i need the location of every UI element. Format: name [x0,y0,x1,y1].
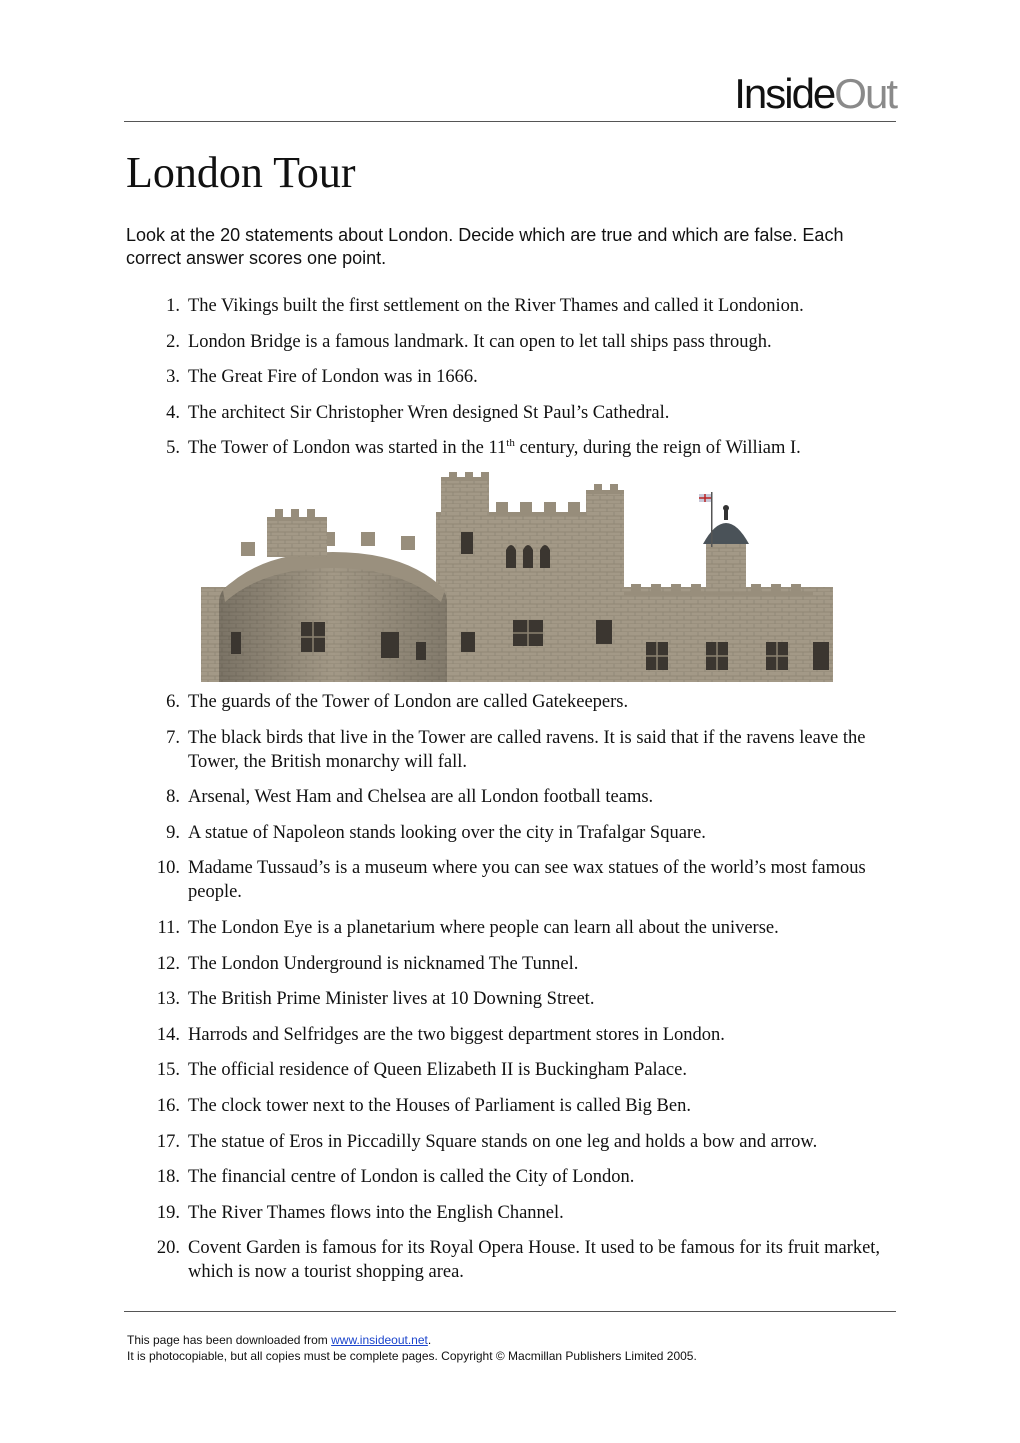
statement-item [150,726,900,774]
statement-number: 10. [156,858,180,879]
statement-text: The black birds that live in the Tower are called ravens. It is said that if the ravens leave the Tower, the British monarchy will fall. [188,727,866,772]
statement-item [150,987,900,1011]
statement-item [150,1094,900,1118]
statement-text: The guards of the Tower of London are called Gatekeepers. [188,692,629,712]
statement-number: 20. [156,1238,180,1259]
statement-number: 6. [166,692,180,712]
statement-number: 11. [157,917,180,938]
statement-number: 3. [166,367,180,387]
statement-text-part: century, during the reign of William I. [514,438,801,458]
statement-text [188,438,801,458]
statement-text: Covent Garden is famous for its Royal Opera House. It used to be famous for its fruit market, which is now a tourist shopping area. [188,1238,881,1283]
statement-text: The River Thames flows into the English Channel. [188,1202,564,1223]
statement-number: 18. [156,1167,180,1188]
statement-text: The Vikings built the first settlement on the River Thames and called it Londonion. [188,296,804,316]
statement-number: 14. [156,1024,180,1045]
brand-logo [734,68,896,120]
brand-inside: Inside [734,70,835,117]
statement-number: 19. [156,1202,180,1223]
statement-item [150,821,900,845]
statement-item [150,690,900,714]
page-title: London Tour [126,148,356,197]
insideout-link[interactable]: www.insideout.net [331,1333,428,1347]
brand-out: Out [834,70,896,117]
statement-number: 9. [166,822,180,843]
footer-line-1 [127,1332,697,1348]
statement-item [150,330,900,354]
footer [127,1332,697,1364]
statement-number: 17. [156,1131,180,1152]
statement-number: 5. [166,438,180,458]
tower-of-london-photo [201,472,833,682]
statement-text-part: The Tower of London was started in the 11 [188,438,507,458]
statement-item [150,1023,900,1047]
statement-item [150,365,900,389]
statement-number: 15. [156,1060,180,1081]
statement-text: The financial centre of London is called the City of London. [188,1167,635,1188]
statement-item [150,436,900,460]
statement-number: 12. [156,953,180,974]
statement-item [150,1236,900,1284]
statement-number: 4. [166,402,180,423]
statement-item [150,1058,900,1082]
statement-number: 8. [166,787,180,808]
footer-prefix: This page has been downloaded from [127,1333,332,1347]
statement-text: The official residence of Queen Elizabeth II is Buckingham Palace. [188,1060,687,1081]
statement-text: A statue of Napoleon stands looking over the city in Trafalgar Square. [188,822,706,843]
footer-divider [124,1311,896,1312]
statement-text: The London Underground is nicknamed The Tunnel. [188,953,579,974]
footer-suffix: . [427,1333,432,1347]
statement-item [150,401,900,425]
footer-copyright: It is photocopiable, but all copies must be complete pages. Copyright © Macmillan Publishers Limited 2005. [127,1349,697,1363]
statement-number: 2. [166,331,180,352]
statement-number: 7. [166,727,180,748]
statement-item [150,952,900,976]
statement-text: The statue of Eros in Piccadilly Square stands on one leg and holds a bow and arrow. [188,1131,818,1152]
statement-text: Madame Tussaud’s is a museum where you can see wax statues of the world’s most famous people. [188,858,866,903]
statement-item [150,856,900,904]
statement-text: The clock tower next to the Houses of Parliament is called Big Ben. [188,1095,691,1116]
statement-text: Arsenal, West Ham and Chelsea are all London football teams. [188,787,654,808]
ordinal-suffix: th [506,436,515,449]
statement-text: London Bridge is a famous landmark. It can open to let tall ships pass through. [188,331,772,352]
statement-number: 16. [156,1095,180,1116]
instructions: Look at the 20 statements about London. Decide which are true and which are false. Each correct answer scores one point. [126,225,844,268]
statement-text: The architect Sir Christopher Wren designed St Paul’s Cathedral. [188,402,670,423]
statement-item [150,1201,900,1225]
statement-list-part-2 [150,690,900,1296]
statement-number: 1. [166,296,180,316]
statement-list-part-1 [150,294,900,472]
statement-text: The British Prime Minister lives at 10 Downing Street. [188,989,595,1010]
statement-item [150,916,900,940]
statement-text: The Great Fire of London was in 1666. [188,367,478,387]
statement-item [150,1130,900,1154]
statement-text: The London Eye is a planetarium where people can learn all about the universe. [188,917,779,938]
statement-item [150,785,900,809]
statement-item [150,1165,900,1189]
statement-number: 13. [156,989,180,1010]
statement-item [150,294,900,318]
statement-text: Harrods and Selfridges are the two biggest department stores in London. [188,1024,725,1045]
header-divider [124,121,896,122]
